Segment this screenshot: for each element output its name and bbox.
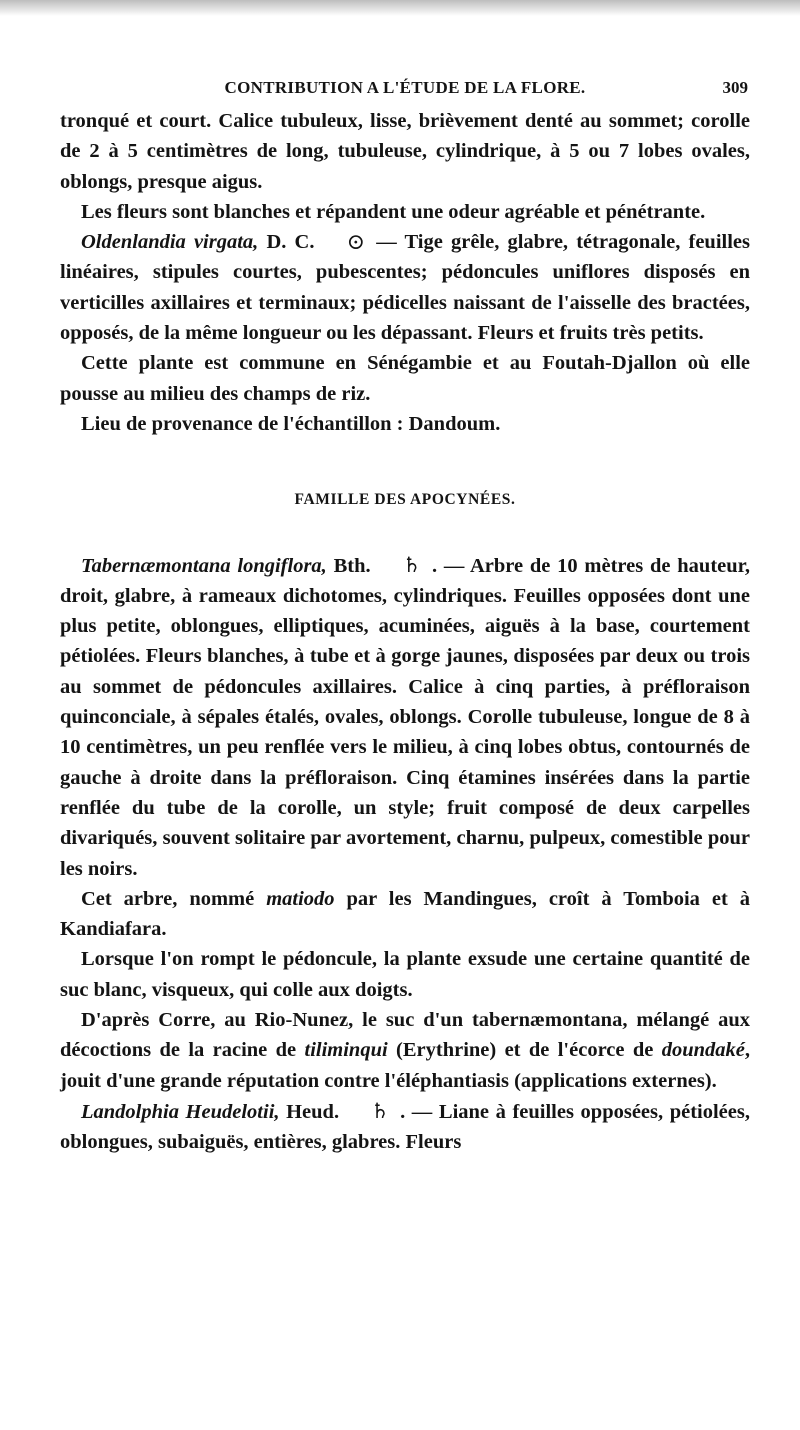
- species-description: . — Arbre de 10 mètres de hauteur, droit, glabre, à rameaux dichotomes, cylindriques. Feuilles opposées dont une plus petite, oblongues, elliptiques, acuminées, aiguës à la base, courtement pétiolées. Fleurs blanches, à tube et à gorge jaunes, disposées par deux ou trois au sommet de pédoncules axillaires. Calice à cinq parties, à préfloraison quinconciale, à sépales étalés, ovales, oblongs. Corolle tubuleuse, longue de 8 à 10 centimètres, un peu renflée vers le milieu, à cinq lobes obtus, contournés de gauche à droite dans la préfloraison. Cinq étamines insérées dans la partie renflée du tube de la corolle, un style; fruit composé de deux carpelles divariqués, souvent solitaire par avortement, charnu, pulpeux, comestible pour les noirs.: [60, 554, 750, 880]
- species-author: Bth.: [326, 554, 378, 577]
- paragraph-corre: [60, 1005, 750, 1096]
- species-name: Oldenlandia virgata,: [81, 231, 259, 254]
- paragraph-distribution: Cette plante est commune en Sénégambie et au Foutah-Djallon où elle pousse au milieu des champs de riz.: [60, 352, 750, 405]
- woody-plant-symbol-icon: ♄: [370, 1098, 390, 1123]
- paragraph-tabernaemontana: [60, 550, 750, 884]
- annual-symbol-icon: ⊙: [346, 229, 366, 255]
- text-run: (Erythrine) et de l'écorce de: [387, 1039, 662, 1062]
- species-description: . — Liane à feuilles opposées, pétiolées, oblongues, subaiguës, entières, glabres. Fleurs: [60, 1100, 750, 1154]
- woody-plant-symbol-icon: ♄: [402, 552, 422, 577]
- species-name: Tabernæmontana longiflora,: [81, 554, 327, 577]
- text-run: par les Mandingues, croît à Tomboia et à Kandiafara.: [60, 887, 750, 941]
- text-run: Cet arbre, nommé: [81, 887, 267, 910]
- vernacular-name: matiodo: [266, 887, 335, 910]
- vernacular-name: tiliminqui: [304, 1039, 388, 1062]
- page-number: 309: [722, 78, 748, 97]
- species-description: — Tige grêle, glabre, tétragonale, feuilles linéaires, stipules courtes, pubescentes; pédoncules uniflores disposés en verticilles axillaires et terminaux; pédicelles naissant de l'aisselle des bractées, opposés, de la même longueur ou les dépassant. Fleurs et fruits très petits.: [60, 231, 751, 345]
- paragraph-landolphia: [60, 1096, 750, 1158]
- running-header: [60, 78, 750, 106]
- text-run: D'après Corre, au Rio-Nunez, le suc d'un tabernæmontana, mélangé aux décoctions de la racine de: [60, 1009, 750, 1062]
- species-author: Heud.: [279, 1100, 346, 1123]
- paragraph-oldenlandia: [60, 227, 750, 348]
- vernacular-name: doundaké: [661, 1039, 745, 1062]
- paragraph-local-name: [60, 884, 750, 945]
- text-run: , jouit d'une grande réputation contre l'éléphantiasis (applications externes).: [60, 1039, 750, 1092]
- paragraph-provenance: Lieu de provenance de l'échantillon : Dandoum.: [81, 412, 501, 435]
- species-author: D. C.: [258, 231, 323, 254]
- page-edge-shadow: [0, 0, 800, 16]
- paragraph-sap: Lorsque l'on rompt le pédoncule, la plante exsude une certaine quantité de suc blanc, visqueux, qui colle aux doigts.: [60, 948, 750, 1001]
- body-text: [60, 106, 750, 1158]
- paragraph-flowers: Les fleurs sont blanches et répandent une odeur agréable et pénétrante.: [81, 200, 706, 223]
- section-heading: FAMILLE DES APOCYNÉES.: [294, 491, 516, 509]
- species-name: Landolphia Heudelotii,: [81, 1100, 280, 1123]
- paragraph-continuation: tronqué et court. Calice tubuleux, lisse, brièvement denté au sommet; corolle de 2 à 5 centimètres de long, tubuleuse, cylindrique, à 5 ou 7 lobes ovales, oblongs, presque aigus.: [60, 110, 750, 193]
- book-page: [60, 78, 750, 1158]
- running-title: CONTRIBUTION A L'ÉTUDE DE LA FLORE.: [224, 78, 586, 97]
